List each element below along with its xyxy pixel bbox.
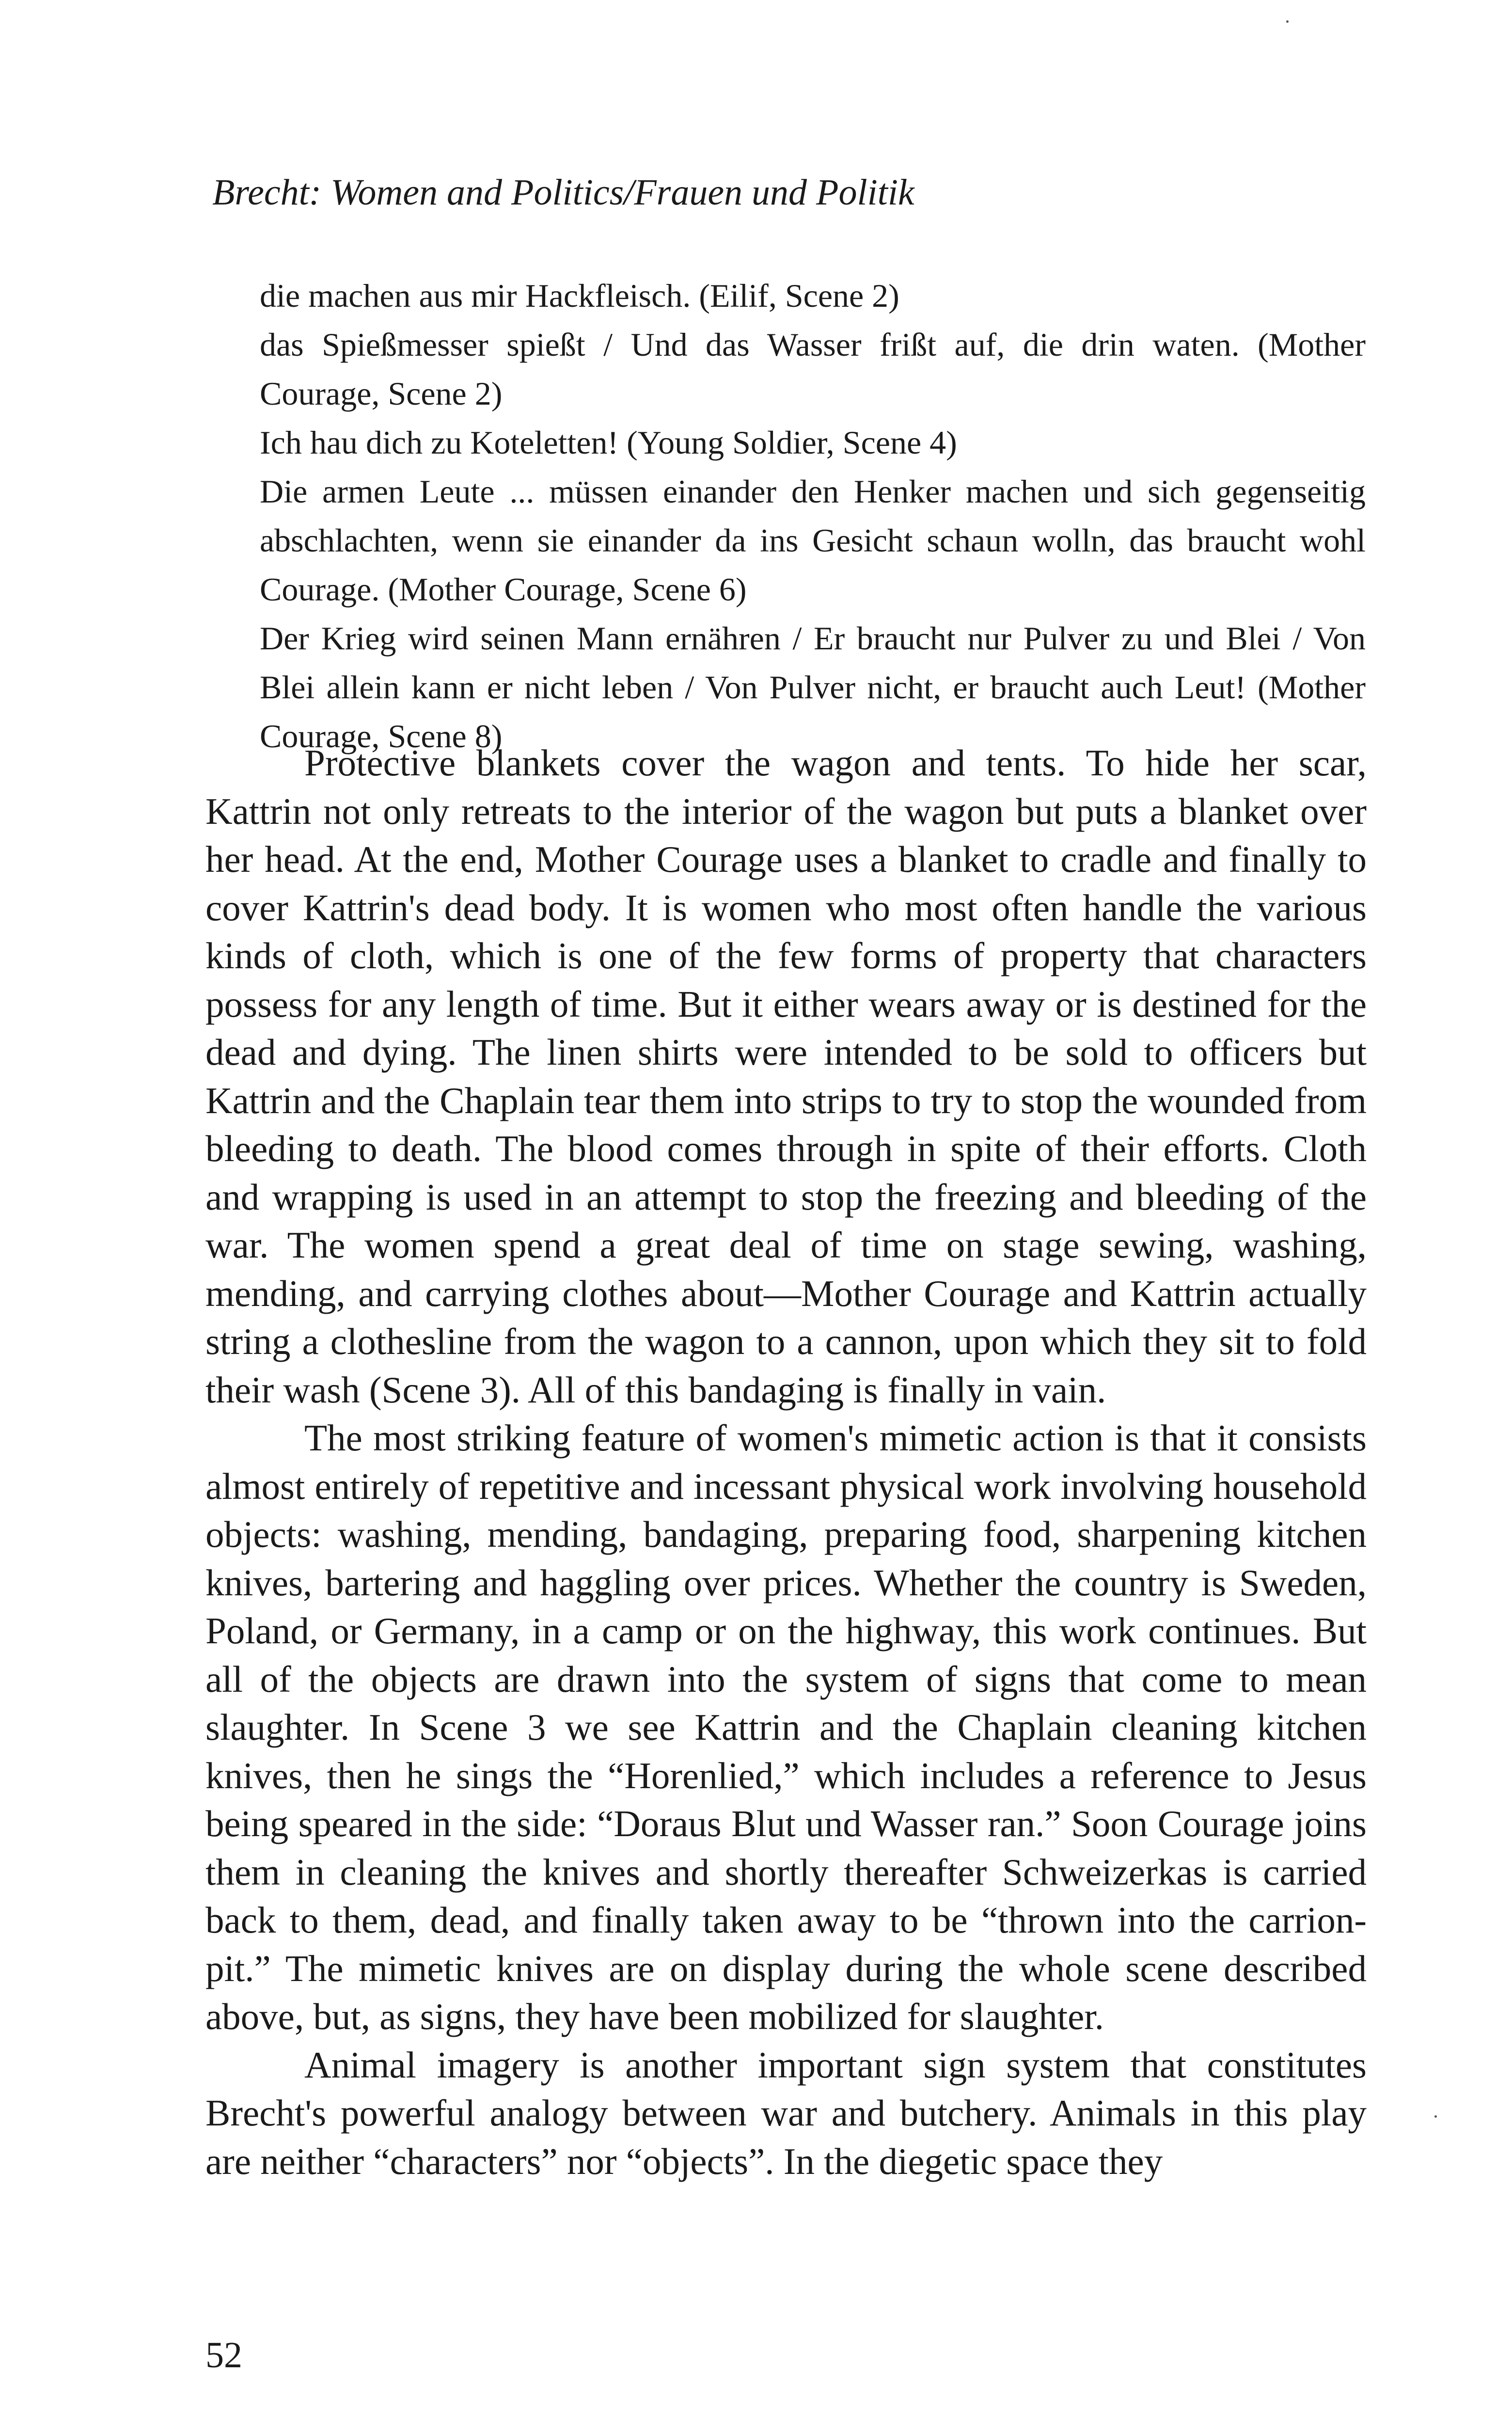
scan-speck [1434, 2115, 1437, 2118]
scan-speck [1286, 20, 1289, 23]
quote-line: Der Krieg wird seinen Mann ernähren / Er braucht nur Pulver zu und Blei / Von Blei allein kann er nicht leben / Von Pulver nicht, er braucht auch Leut! (Mother Courage, Scene 8) [260, 620, 1366, 755]
quote-line: Ich hau dich zu Koteletten! (Young Soldier, Scene 4) [260, 424, 957, 461]
page-number: 52 [205, 2335, 242, 2376]
quote-line: Die armen Leute ... müssen einander den Henker machen und sich gegenseitig abschlachten, wenn sie einander da ins Gesicht schaun wolln, das braucht wohl Courage. (Mother Courage, Scene 6) [260, 473, 1366, 608]
paragraph: The most striking feature of women's mimetic action is that it consists almost entirely of repetitive and incessant physical work involving household objects: washing, mending, bandaging, preparing food, sharpening kitchen knives, bartering and haggling over prices. Whether the country is Sweden, Poland, or Germany, in a camp or on the highway, this work continues. But all of the objects are drawn into the system of signs that come to mean slaughter. In Scene 3 we see Kattrin and the Chaplain cleaning kitchen knives, then he sings the “Horenlied,” which includes a reference to Jesus being speared in the side: “Doraus Blut und Wasser ran.” Soon Courage joins them in cleaning the knives and shortly thereafter Schweizerkas is carried back to them, dead, and finally taken away to be “thrown into the carrion-pit.” The mimetic knives are on display during the whole scene described above, but, as signs, they have been mobilized for slaughter. [205, 1417, 1367, 2037]
quotation-block [260, 271, 1366, 761]
quote-line: die machen aus mir Hackfleisch. (Eilif, Scene 2) [260, 277, 899, 314]
quote-line: das Spießmesser spießt / Und das Wasser frißt auf, die drin waten. (Mother Courage, Scene 2) [260, 326, 1366, 412]
paragraph: Protective blankets cover the wagon and tents. To hide her scar, Kattrin not only retreats to the interior of the wagon but puts a blanket over her head. At the end, Mother Courage uses a blanket to cradle and finally to cover Kattrin's dead body. It is women who most often handle the various kinds of cloth, which is one of the few forms of property that characters possess for any length of time. But it either wears away or is destined for the dead and dying. The linen shirts were intended to be sold to officers but Kattrin and the Chaplain tear them into strips to try to stop the wounded from bleeding to death. The blood comes through in spite of their efforts. Cloth and wrapping is used in an attempt to stop the freezing and bleeding of the war. The women spend a great deal of time on stage sewing, washing, mending, and carrying clothes about—Mother Courage and Kattrin actually string a clothesline from the wagon to a cannon, upon which they sit to fold their wash (Scene 3). All of this bandaging is finally in vain. [205, 742, 1367, 1411]
paragraph: Animal imagery is another important sign system that constitutes Brecht's powerful analogy between war and butchery. Animals in this play are neither “characters” nor “objects”. In the diegetic space they [205, 2044, 1367, 2182]
body-text [205, 739, 1367, 2186]
running-head: Brecht: Women and Politics/Frauen und Politik [212, 172, 914, 213]
